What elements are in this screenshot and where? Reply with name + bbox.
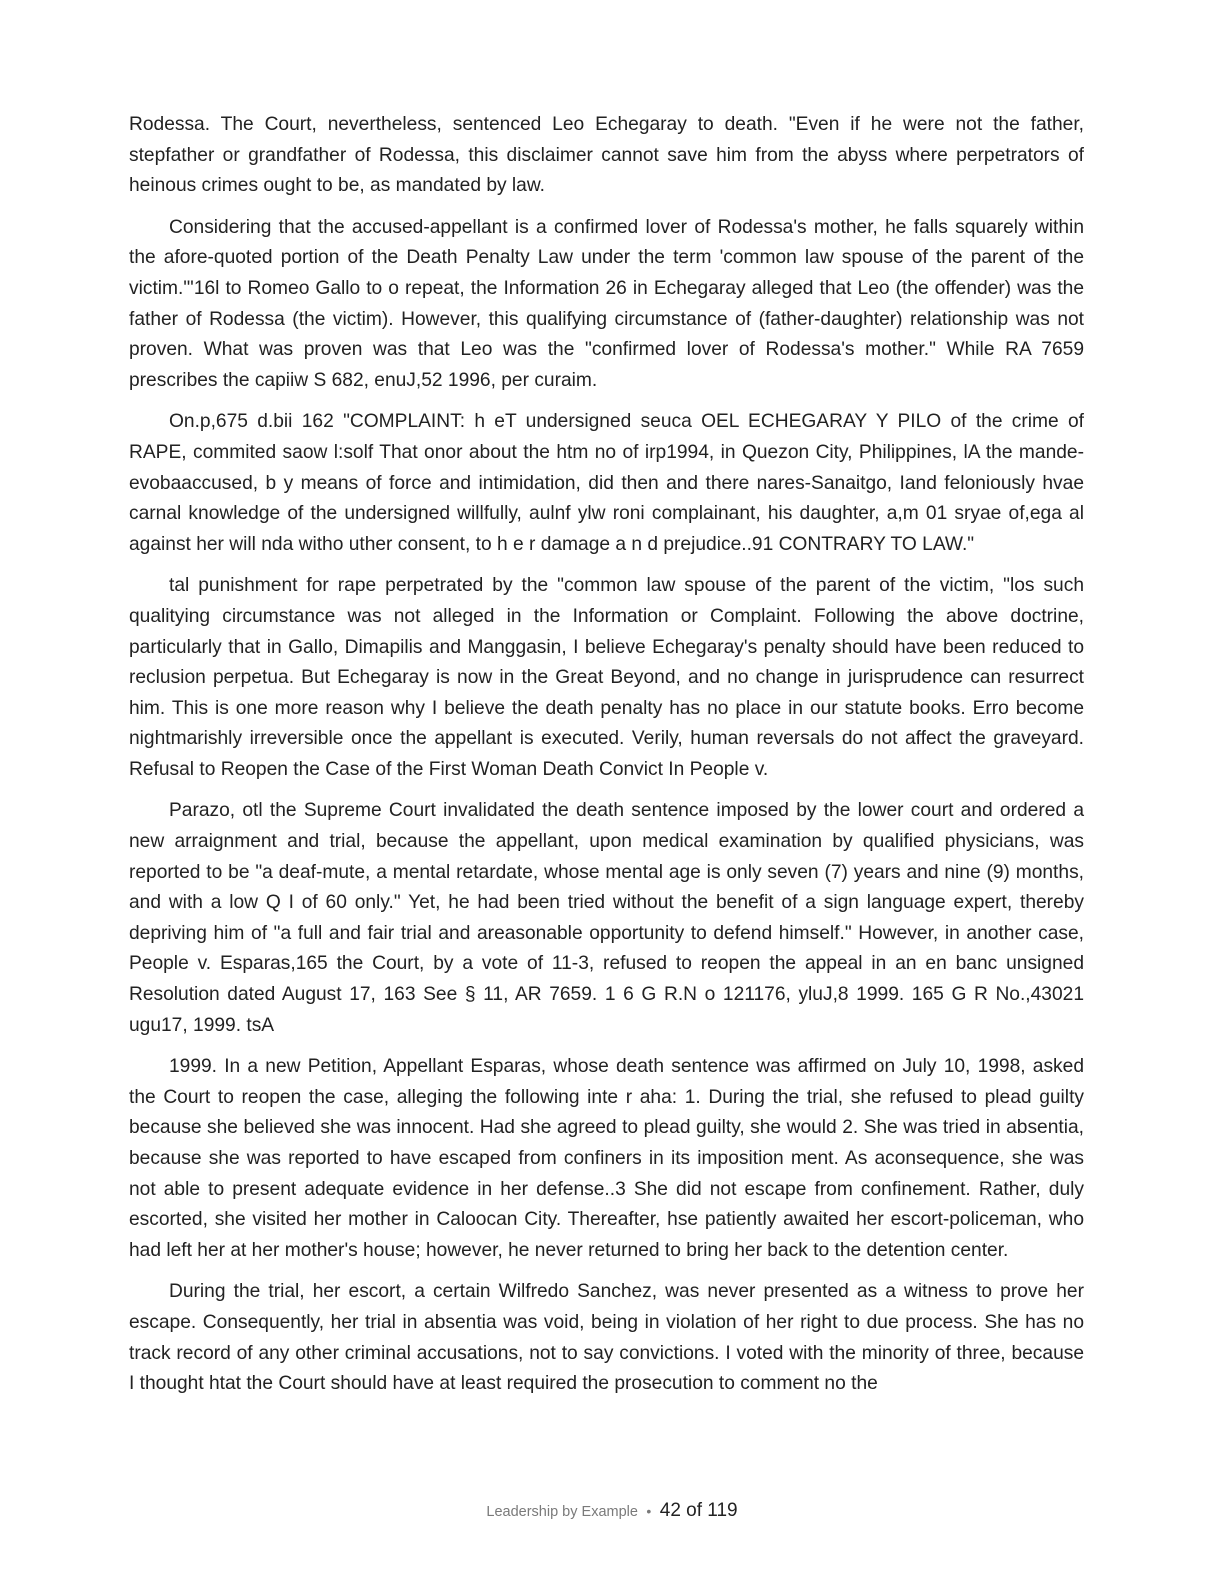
page-number: 42 of 119 [659,1500,738,1521]
paragraph: Parazo, otl the Supreme Court invalidated the death sentence imposed by the lower court and ordered a new arraignment and trial, because the appellant, upon medical examination by qualified physicians, was reported to be "a deaf-mute, a mental retardate, whose mental age is only seven (7) years and nine (9) months, and with a low Q I of 60 only." Yet, he had been tried without the benefit of a sign language expert, thereby depriving him of "a full and fair trial and areasonable opportunity to defend himself." However, in another case, People v. Esparas,165 the Court, by a vote of 11-3, refused to reopen the appeal in an en banc unsigned Resolution dated August 17, 163 See § 11, AR 7659. 1 6 G R.N o 121176, yluJ,8 1999. 165 G R No.,43021 ugu17, 1999. tsA [129,800,1084,1036]
document-body [129,110,1084,1411]
footer-bullet-separator: • [646,1503,652,1519]
paragraph: 1999. In a new Petition, Appellant Esparas, whose death sentence was affirmed on July 10, 1998, asked the Court to reopen the case, alleging the following inte r aha: 1. During the trial, she refused to plead guilty because she believed she was innocent. Had she agreed to plead guilty, she would 2. She was tried in absentia, because she was reported to have escaped from confiners in its imposition ment. As aconsequence, she was not able to present adequate evidence in her defense..3 She did not escape from confinement. Rather, duly escorted, she visited her mother in Caloocan City. Thereafter, hse patiently awaited her escort-policeman, who had left her at her mother's house; however, he never returned to bring her back to the detention center. [129,1056,1084,1261]
paragraph: tal punishment for rape perpetrated by the "common law spouse of the parent of the victim, "los such qualitying circumstance was not alleged in the Information or Complaint. Following the above doctrine, particularly that in Gallo, Dimapilis and Manggasin, I believe Echegaray's penalty should have been reduced to reclusion perpetua. But Echegaray is now in the Great Beyond, and no change in jurisprudence can resurrect him. This is one more reason why I believe the death penalty has no place in our statute books. Erro become nightmarishly irreversible once the appellant is executed. Verily, human reversals do not affect the graveyard. Refusal to Reopen the Case of the First Woman Death Convict In People v. [129,575,1084,780]
paragraph: Considering that the accused-appellant is a confirmed lover of Rodessa's mother, he falls squarely within the afore-quoted portion of the Death Penalty Law under the term 'common law spouse of the parent of the victim."'16l to Romeo Gallo to o repeat, the Information 26 in Echegaray alleged that Leo (the offender) was the father of Rodessa (the victim). However, this qualifying circumstance of (father-daughter) relationship was not proven. What was proven was that Leo was the "confirmed lover of Rodessa's mother." While RA 7659 prescribes the capiiw S 682, enuJ,52 1996, per curaim. [129,216,1084,391]
paragraph: During the trial, her escort, a certain Wilfredo Sanchez, was never presented as a witness to prove her escape. Consequently, her trial in absentia was void, being in violation of her right to due process. She has no track record of any other criminal accusations, not to say convictions. I voted with the minority of three, because I thought htat the Court should have at least required the prosecution to comment no the [129,1281,1084,1395]
paragraph: Rodessa. The Court, nevertheless, sentenced Leo Echegaray to death. "Even if he were not the father, stepfather or grandfather of Rodessa, this disclaimer cannot save him from the abyss where perpetrators of heinous crimes ought to be, as mandated by law. [129,114,1084,197]
footer-book-title: Leadership by Example [486,1504,638,1520]
page-footer [0,1500,1224,1522]
paragraph: On.p,675 d.bii 162 "COMPLAINT: h eT undersigned seuca OEL ECHEGARAY Y PILO of the crime of RAPE, commited saow l:solf That onor about the htm no of irp1994, in Quezon City, Philippines, lA the mande-evobaaccused, b y means of force and intimidation, did then and there nares-Sanaitgo, Iand feloniously hvae carnal knowledge of the undersigned willfully, aulnf ylw roni complainant, his daughter, a,m 01 sryae of,ega al against her will nda witho uther consent, to h e r damage a n d prejudice..91 CONTRARY TO LAW." [129,411,1084,555]
